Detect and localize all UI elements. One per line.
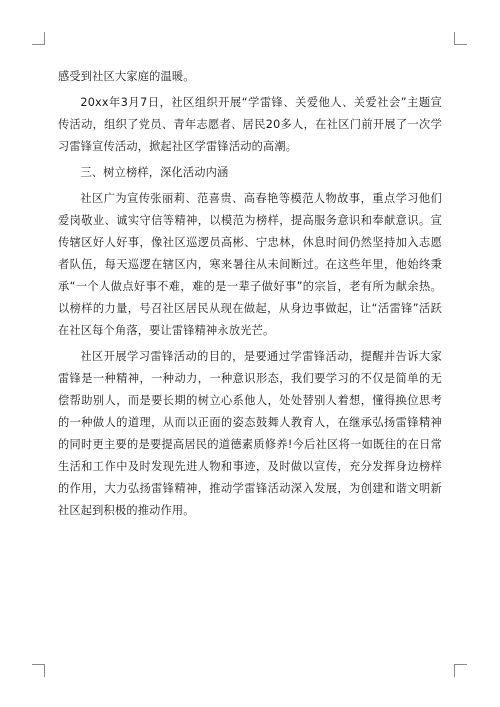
crop-mark-bottom-left bbox=[32, 664, 45, 677]
section-heading: 三、树立榜样，深化活动内涵 bbox=[80, 166, 229, 179]
crop-mark-top-right bbox=[454, 32, 467, 45]
crop-mark-top-left bbox=[32, 32, 45, 45]
paragraph-2: 20xx年3月7日，社区组织开展“学雷锋、关爱他人、关爱社会”主题宣传活动，组织了党员、青年志愿者、居民20多人，在社区门前开展了一次学习雷锋宣传活动，掀起社区学雷锋活动的高潮。 bbox=[58, 96, 442, 153]
paragraph-1: 感受到社区大家庭的温暖。 bbox=[58, 70, 195, 83]
paragraph-3: 社区广为宣传张丽莉、范喜贵、高春艳等模范人物故事，重点学习他们爱岗敬业、诚实守信等精神，以模范为榜样，提高服务意识和奉献意识。宣传辖区好人好事，像社区巡逻员高彬、宁忠林，休息时间仍然坚持加入志愿者队伍，每天巡逻在辖区内，寒来暑往从未间断过。在这些年里，他始终秉承“一个人做点好事不难，难的是一辈子做好事”的宗旨，老有所为献余热。以榜样的力量，号召社区居民从现在做起，从身边事做起，让“活雷锋”活跃在社区每个角落，要让雷锋精神永放光芒。 bbox=[58, 192, 442, 337]
paragraph-4: 社区开展学习雷锋活动的目的，是要通过学雷锋活动，提醒并告诉大家雷锋是一种精神，一种动力，一种意识形态，我们要学习的不仅是简单的无偿帮助别人，而是要长期的树立心系他人，处处替别人着想，懂得换位思考的一种做人的道理，从而以正面的姿态鼓舞人教育人，在继承弘扬雷锋精神的同时更主要的是要提高居民的道德素质修养!今后社区将一如既往的在日常生活和工作中及时发现先进人物和事迹，及时做以宣传，充分发挥身边榜样的作用，大力弘扬雷锋精神，推动学雷锋活动深入发展，为创建和谐文明新社区起到积极的推动作用。 bbox=[58, 350, 442, 517]
document-body bbox=[58, 66, 442, 522]
crop-mark-bottom-right bbox=[454, 664, 467, 677]
